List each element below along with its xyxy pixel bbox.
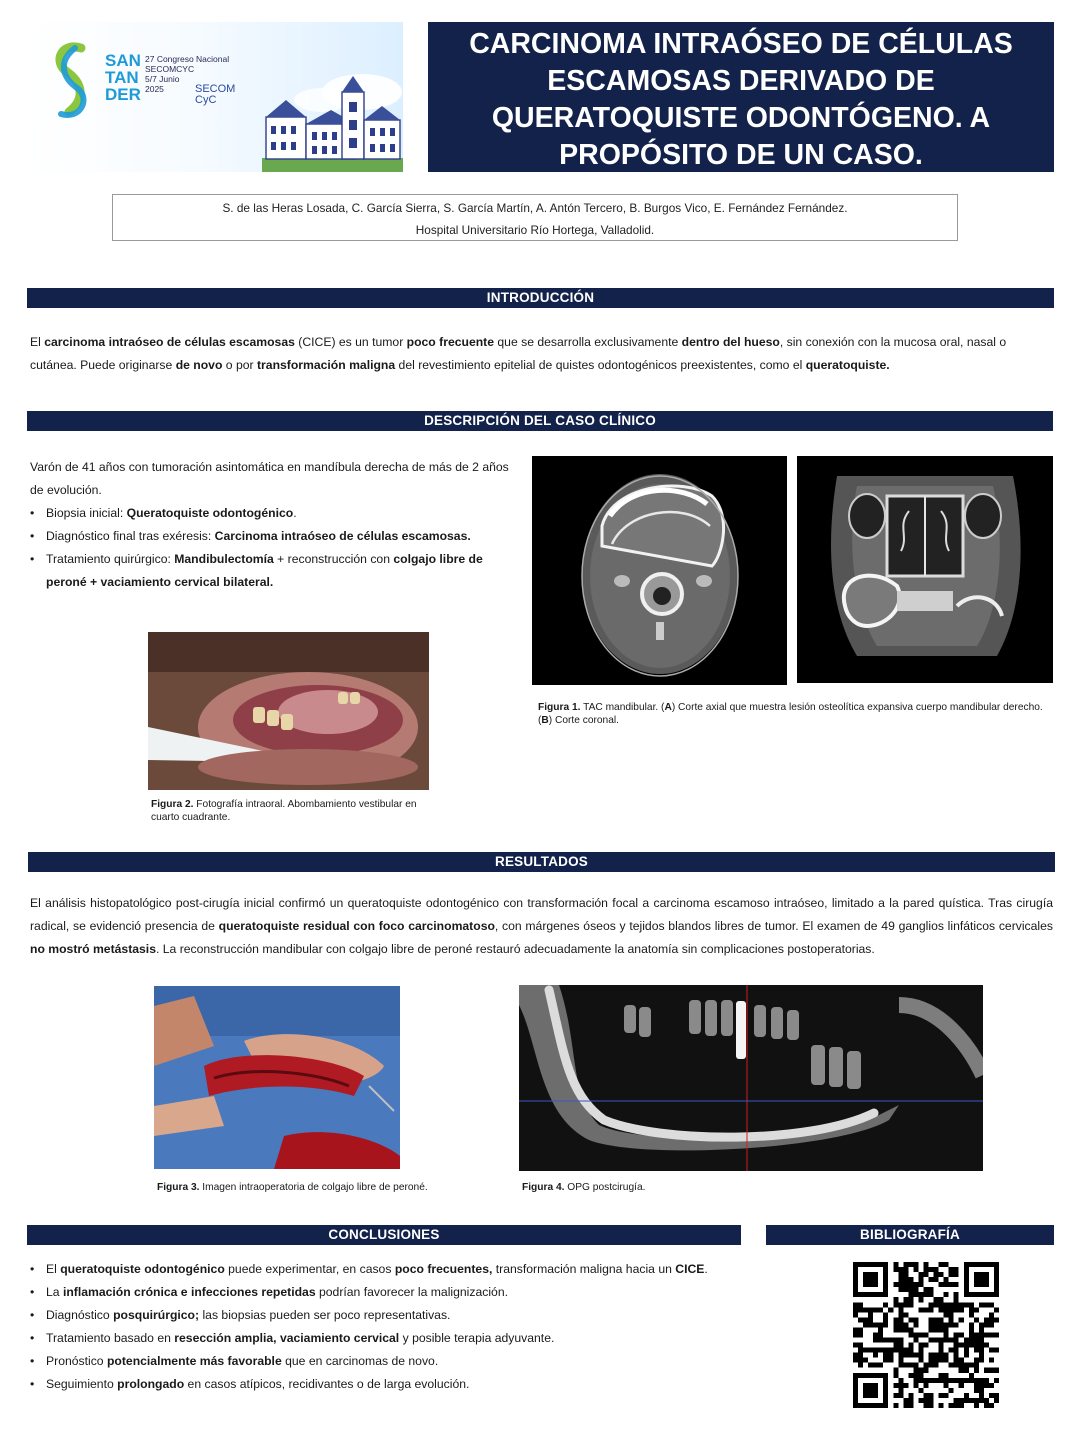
bibliography-qr-code-icon[interactable] <box>853 1262 999 1408</box>
intro-text: El carcinoma intraóseo de células escamosas (CICE) es un tumor poco frecuente que se desarrolla exclusivamente dentro del hueso, sin conexión con la mucosa oral, nasal o cutánea. Puede originarse de novo o por transformación maligna del revestimiento epitelial de quistes odontogénicos preexistentes, como el queratoquiste. <box>30 335 1007 372</box>
conclusion-item: • Diagnóstico posquirúrgico; las biopsias pueden ser poco representativas. <box>30 1304 740 1327</box>
authors-box <box>112 194 958 241</box>
figure-1b-ct-coronal <box>797 456 1053 683</box>
figure-1a-ct-axial <box>532 456 787 685</box>
congress-banner <box>27 22 403 172</box>
figure-3-intraoperative-photo <box>154 986 400 1169</box>
poster-title: CARCINOMA INTRAÓSEO DE CÉLULAS ESCAMOSAS DERIVADO DE QUERATOQUISTE ODONTÓGENO. A PROPÓSITO DE UN CASO. <box>428 22 1054 172</box>
case-item-diagnosis: • Diagnóstico final tras exéresis: Carcinoma intraóseo de células escamosas. <box>30 525 510 548</box>
section-case-header: DESCRIPCIÓN DEL CASO CLÍNICO <box>27 411 1053 431</box>
section-intro-header: INTRODUCCIÓN <box>27 288 1054 308</box>
case-item-treatment: • Tratamiento quirúrgico: Mandibulectomía + reconstrucción con colgajo libre de peroné + vaciamiento cervical bilateral. <box>30 548 510 594</box>
conclusion-item: • El queratoquiste odontogénico puede experimentar, en casos poco frecuentes, transformación maligna hacia un CICE. <box>30 1258 740 1281</box>
figure-1-caption: Figura 1. TAC mandibular. (A) Corte axial que muestra lesión osteolítica expansiva cuerpo mandibular derecho. (B) Corte coronal. <box>538 702 1043 726</box>
congress-logo-icon <box>47 40 97 120</box>
case-text <box>30 456 510 594</box>
figure-2-intraoral-photo <box>148 632 429 790</box>
figure-2-caption: Figura 2. Fotografía intraoral. Abombamiento vestibular en cuarto cuadrante. <box>151 799 417 823</box>
conclusion-item: • Seguimiento prolongado en casos atípicos, recidivantes o de larga evolución. <box>30 1373 740 1396</box>
figure-4-opg-radiograph <box>519 985 983 1171</box>
results-text: El análisis histopatológico post-cirugía inicial confirmó un queratoquiste odontogénico con transformación focal a carcinoma escamoso intraóseo, limitado a la pared quística. Tras cirugía radical, se evidenció presencia de queratoquiste residual con foco carcinomatoso, con márgenes óseos y tejidos blandos libres de tumor. El examen de 49 ganglios linfáticos cervicales no mostró metástasis. La reconstrucción mandibular con colgajo libre de peroné restauró adecuadamente la anatomía sin complicaciones postoperatorias. <box>30 896 1054 956</box>
congress-city: SAN TAN DER <box>105 51 141 104</box>
conclusion-item: • Tratamiento basado en resección amplia, vaciamiento cervical y posible terapia adyuvante. <box>30 1327 740 1350</box>
conclusions-list <box>30 1258 740 1396</box>
case-lead: Varón de 41 años con tumoración asintomática en mandíbula derecha de más de 2 años de evolución. <box>30 460 509 497</box>
secom-logo: SECOM CyC <box>195 83 236 106</box>
authors-list: S. de las Heras Losada, C. García Sierra, S. García Martín, A. Antón Tercero, B. Burgos Vico, E. Fernández Fernández. <box>222 201 848 215</box>
case-item-biopsy: • Biopsia inicial: Queratoquiste odontogénico. <box>30 502 510 525</box>
section-results-header: RESULTADOS <box>28 852 1055 872</box>
section-conclusions-header: CONCLUSIONES <box>27 1225 741 1245</box>
conclusion-item: • Pronóstico potencialmente más favorable que en carcinomas de novo. <box>30 1350 740 1373</box>
congress-info: 27 Congreso Nacional SECOMCYC 5/7 Junio 2025 <box>145 54 230 94</box>
figure-3-caption: Figura 3. Imagen intraoperatoria de colgajo libre de peroné. <box>157 1182 428 1193</box>
palace-illustration-icon <box>262 62 403 172</box>
figure-4-caption: Figura 4. OPG postcirugía. <box>522 1182 646 1193</box>
conclusion-item: • La inflamación crónica e infecciones repetidas podrían favorecer la malignización. <box>30 1281 740 1304</box>
case-list <box>30 502 510 594</box>
section-bibliography-header: BIBLIOGRAFÍA <box>766 1225 1054 1245</box>
affiliation: Hospital Universitario Río Hortega, Valladolid. <box>415 223 655 237</box>
conclusions-text <box>30 1258 740 1396</box>
